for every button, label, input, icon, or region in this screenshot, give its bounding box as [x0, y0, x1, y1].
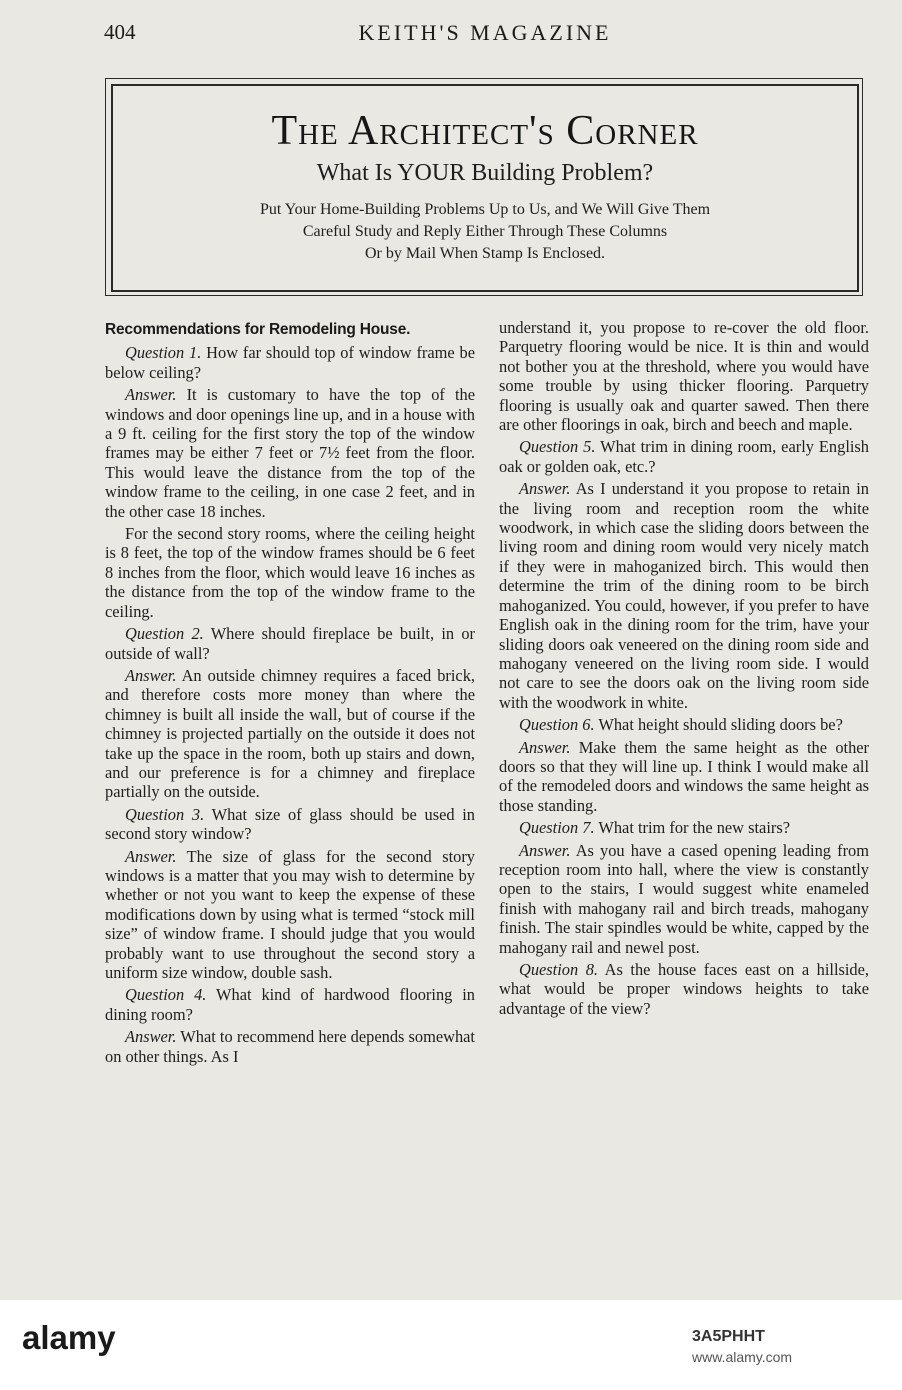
answer-label: Answer. [519, 737, 571, 757]
site-url: www.alamy.com [692, 1349, 793, 1365]
magazine-title: KEITH'S MAGAZINE [358, 20, 612, 45]
alamy-logo-icon [22, 1320, 142, 1358]
answer-7 [499, 841, 869, 957]
article-column-right [499, 318, 869, 1021]
description-line: Careful Study and Reply Either Through These Columns [302, 223, 668, 240]
corner-title: The Architect's Corner [271, 108, 699, 154]
watermark-footer [0, 1300, 902, 1390]
corner-description [113, 199, 857, 265]
article-column-left [105, 318, 475, 1069]
answer-label: Answer. [125, 846, 177, 866]
page-number: 404 [104, 20, 136, 44]
answer-text: As you have a cased opening leading from reception room into hall, where the view is constantly open to the stairs, I would suggest white enameled finish with mahogany rail and birch treads, mahogany finish. The stair spindles would be white, capped by the mahogany rail and newel post. [499, 840, 869, 957]
alamy-logo-text: alamy [22, 1320, 116, 1356]
answer-4 [105, 1027, 475, 1066]
question-label: Question 2. [125, 624, 204, 644]
corner-subtitle: What Is YOUR Building Problem? [316, 160, 654, 186]
question-label: Question 8. [519, 960, 599, 979]
answer-text: As I understand it you propose to retain in the living room and reception room the white woodwork, in which case the sliding doors between the living room and dining room would very nicely match if they were in mahoganized birch. This would then determine the trim of the dining room to be birch mahoganized. You could, however, if you prefer to have English oak in the dining room for the trim, have your sliding doors oak veneered on the dining room side and mahogany veneered on the living room side. I would not care to see the doors oak on the living room side with the woodwork in white. [499, 479, 869, 712]
answer-label: Answer. [519, 840, 571, 860]
question-6 [499, 715, 869, 734]
image-id: 3A5PHHT [692, 1328, 765, 1345]
question-text: Where should fireplace be built, in or outside of wall? [105, 624, 476, 663]
question-label: Question 4. [125, 985, 207, 1005]
question-8 [499, 960, 869, 1018]
question-text: What kind of hardwood flooring in dining room? [105, 985, 475, 1024]
question-text: What trim for the new stairs? [594, 818, 790, 838]
article-heading: Recommendations for Remodeling House. [105, 321, 411, 338]
question-4 [105, 985, 475, 1024]
answer-text: What to recommend here depends somewhat on other things. As I [105, 1027, 475, 1066]
answer-text: It is customary to have the top of the windows and door openings line up, and in a house with a 9 ft. ceiling for the first story the top of the window frames may be either 7 feet or 7½ feet from the floor. This would leave the distance from the top of the window frame to the ceiling, in one case 2 feet, and in the other case 18 inches. [105, 385, 475, 521]
answer-text: The size of glass for the second story windows is a matter that you may wish to determine by whether or not you want to keep the expense of these modifications down by using what is termed “stock mill size” of window frame. I should judge that you would probably want to use throughout the second story a uniform size window, double sash. [105, 846, 475, 982]
question-label: Question 7. [519, 818, 595, 838]
answer-label: Answer. [125, 665, 177, 685]
question-label: Question 1. [125, 343, 202, 363]
question-5 [499, 437, 869, 476]
answer-2 [105, 666, 475, 802]
architects-corner-box [111, 84, 859, 292]
question-text: As the house faces east on a hillside, what would be proper windows heights to take advantage of the view? [499, 960, 869, 1018]
question-7 [499, 818, 869, 837]
description-line: Put Your Home-Building Problems Up to Us, and We Will Give Them [259, 201, 711, 218]
question-label: Question 3. [125, 804, 205, 824]
question-text: What size of glass should be used in second story window? [105, 804, 476, 844]
question-1 [105, 343, 475, 382]
question-label: Question 5. [519, 437, 596, 457]
answer-label: Answer. [125, 1027, 177, 1047]
question-2 [105, 624, 475, 663]
answer-label: Answer. [125, 385, 177, 405]
answer-text: Make them the same height as the other doors so that they will line up. I think I would make all of the remodeled doors and windows the same height as those standing. [499, 737, 869, 815]
answer-4-continued: understand it, you propose to re-cover the old floor. Parquetry flooring would be nice. It is thin and would not bother you at the threshold, where you would have some trouble by using thicker flooring. Parquetry flooring is usually oak and quarter sawed. Then there are other floorings in oak, birch and beech and maple. [499, 318, 869, 435]
question-text: How far should top of window frame be below ceiling? [105, 343, 475, 382]
question-label: Question 6. [519, 715, 595, 735]
answer-label: Answer. [519, 479, 571, 499]
description-line: Or by Mail When Stamp Is Enclosed. [364, 245, 606, 262]
answer-text: An outside chimney requires a faced brick, and therefore costs more money than where the chimney is built all inside the wall, but of course if the chimney is projected partially on the outside it does not take up the space in the room, both up stairs and down, and our preference is for a chimney and fireplace partially on the outside. [105, 665, 475, 802]
answer-3 [105, 847, 475, 983]
answer-1-paragraph-2: For the second story rooms, where the ceiling height is 8 feet, the top of the window frames should be 6 feet 8 inches from the floor, which would leave 16 inches as the distance from the top of the window frame to the ceiling. [105, 524, 475, 621]
question-text: What height should sliding doors be? [594, 715, 843, 735]
answer-5 [499, 479, 869, 712]
answer-1 [105, 385, 475, 521]
question-text: What trim in dining room, early English oak or golden oak, etc.? [499, 437, 870, 476]
answer-6 [499, 738, 869, 816]
question-3 [105, 805, 475, 844]
